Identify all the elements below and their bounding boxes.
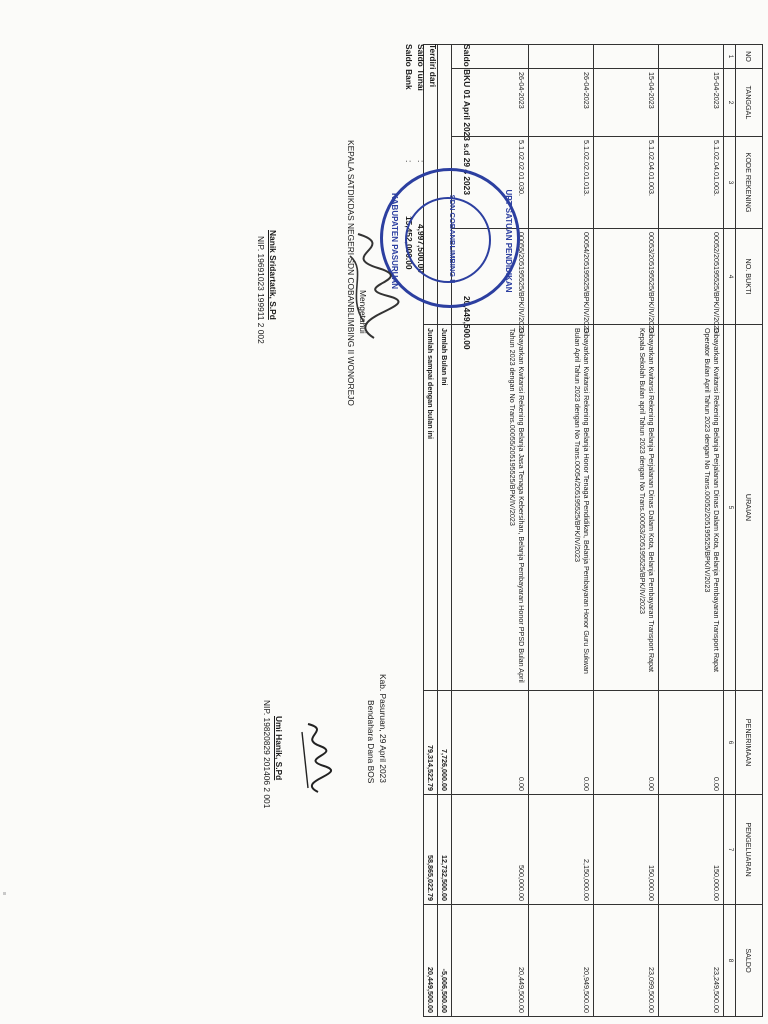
saldo-bku-label: Saldo BKU 01 April 2023 s.d 29 4 2023 <box>462 44 472 195</box>
saldo-bank-value: 15,452,000.00 <box>404 216 414 270</box>
cell-no <box>659 45 724 69</box>
total-month-saldo: -5,006,500.00 <box>438 905 452 1017</box>
header-kode-rekening: KODE REKENING <box>736 137 763 229</box>
cell-kode-rekening: 5.1.02.04.01.003. <box>659 137 724 229</box>
total-cumulative-saldo: 20,449,500.00 <box>424 905 438 1017</box>
signature-right-icon <box>290 718 338 798</box>
cell-pengeluaran: 150,000.00 <box>659 795 724 905</box>
cell-pengeluaran: 500,000.00 <box>452 795 529 905</box>
saldo-tunai-label: Saldo Tunai <box>416 44 426 91</box>
total-month-label: Jumlah Bulan Ini <box>438 325 452 691</box>
kepala-sekolah-name: Nanik Sridartatik, S.Pd <box>268 230 278 320</box>
column-number-row <box>724 45 736 1017</box>
stamp-bottom-text: KABUPATEN PASURUAN <box>390 193 399 289</box>
cell-saldo: 23,099,500.00 <box>594 905 659 1017</box>
cell-uraian: Dibayarkan Kwitansi Rekening Belanja Jasa Tenaga Kebersihan, Belanja Pembayaran Honor PPSD Bulan April Tahun 2023 dengan No Trans.00055/205195525/BPK/IV/2023 <box>452 325 529 691</box>
cell-uraian: Dibayarkan Kwitansi Rekening Belanja Honor Tenaga Pendidikan, Belanja Pembayaran Honor Guru Sukwan Bulan April Tahun 2023 dengan No Trans.00054/205195525/BPK/IV/2023 <box>529 325 594 691</box>
column-number: 4 <box>724 229 736 325</box>
kepala-sekolah-title: KEPALA SATDIKDAS NEGERI SDN COBANBLIMBING II WONOREJO <box>346 140 356 406</box>
header-no-bukti: NO. BUKTI <box>736 229 763 325</box>
cell-uraian: Dibayarkan Kwitansi Rekening Belanja Perjalanan Dinas Dalam Kota, Belanja Pembayaran Transport Rapat Kepala Sekolah Bulan april Tahun 2023 dengan No Trans.00053/205195525/BPK/IV/2023 <box>594 325 659 691</box>
cell-pengeluaran: 150,000.00 <box>594 795 659 905</box>
table-row <box>529 45 594 1017</box>
header-tanggal: TANGGAL <box>736 69 763 137</box>
cell-tanggal: 15-04-2023 <box>594 69 659 137</box>
cell-penerimaan: 0.00 <box>594 691 659 795</box>
cell-saldo: 20,449,500.00 <box>452 905 529 1017</box>
terdiri-dari-label: Terdiri dari <box>428 44 438 88</box>
cell-pengeluaran: 2,150,000.00 <box>529 795 594 905</box>
saldo-bank-label: Saldo Bank <box>404 44 414 90</box>
stamp-center-text: SDN COBANBLIMBING II <box>448 194 457 284</box>
cell-no <box>594 45 659 69</box>
cell-kode-rekening: 5.1.02.04.01.003. <box>594 137 659 229</box>
total-month-pengeluaran: 12,732,500.00 <box>438 795 452 905</box>
colon: : <box>416 160 426 163</box>
cell-penerimaan: 0.00 <box>529 691 594 795</box>
total-cumulative-label: Jumlah sampai dengan bulan ini <box>424 325 438 691</box>
header-saldo: SALDO <box>736 905 763 1017</box>
column-number: 2 <box>724 69 736 137</box>
column-number: 7 <box>724 795 736 905</box>
colon: : <box>404 160 414 163</box>
signature-left-icon <box>328 226 408 346</box>
column-number: 1 <box>724 45 736 69</box>
cell-tanggal: 15-04-2023 <box>659 69 724 137</box>
cell-no-bukti: 00054/205195525/BPK/IV/2023 <box>529 229 594 325</box>
header-no: NO <box>736 45 763 69</box>
table-row <box>659 45 724 1017</box>
place-date: Kab. Pasuruan, 29 April 2023 <box>378 674 388 783</box>
total-cumulative-pengeluaran: 58,865,022.79 <box>424 795 438 905</box>
cell-tanggal: 26-04-2023 <box>529 69 594 137</box>
scan-speck <box>3 892 6 895</box>
header-penerimaan: PENERIMAAN <box>736 691 763 795</box>
bendahara-name: Umi Hanik, S.Pd <box>274 716 284 781</box>
header-uraian: URAIAN <box>736 325 763 691</box>
total-cumulative-penerimaan: 79,314,522.79 <box>424 691 438 795</box>
cell-kode-rekening: 5.1.02.02.01.030. <box>452 137 529 229</box>
bendahara-title: Bendahara Dana BOS <box>366 700 376 784</box>
table-row <box>594 45 659 1017</box>
cell-kode-rekening: 5.1.02.02.01.013. <box>529 137 594 229</box>
saldo-tunai-value: 4,997,500.00 <box>416 224 426 273</box>
bendahara-nip: NIP. 19820829 201406 2 001 <box>262 700 272 809</box>
cell-no-bukti: 00055/205195525/BPK/IV/2023 <box>452 229 529 325</box>
cell-no <box>529 45 594 69</box>
cell-penerimaan: 0.00 <box>659 691 724 795</box>
mengetahui-label: Mengetahui <box>358 290 368 334</box>
kepala-sekolah-nip: NIP. 19691023 199911 2 002 <box>256 236 266 344</box>
cell-uraian: Dibayarkan Kwitansi Rekening Belanja Perjalanan Dinas Dalam Kota, Belanja Pembayaran Transport Rapat Operator Bulan April Tahun 2023 dengan No Trans.00052/205195525/BPK/IV/2023 <box>659 325 724 691</box>
column-number: 5 <box>724 325 736 691</box>
cell-tanggal: 26-04-2023 <box>452 69 529 137</box>
saldo-bku-value: 20,449,500.00 <box>462 296 472 350</box>
cell-saldo: 20,949,500.00 <box>529 905 594 1017</box>
header-pengeluaran: PENGELUARAN <box>736 795 763 905</box>
total-month-penerimaan: 7,726,000.00 <box>438 691 452 795</box>
column-number: 3 <box>724 137 736 229</box>
cell-no-bukti: 00053/205195525/BPK/IV/2023 <box>594 229 659 325</box>
column-number: 6 <box>724 691 736 795</box>
stamp-top-text: UPT SATUAN PENDIDIKAN <box>504 189 513 293</box>
cell-no-bukti: 00052/205195525/BPK/IV/2023 <box>659 229 724 325</box>
table-header-row <box>736 45 763 1017</box>
cell-saldo: 23,249,500.00 <box>659 905 724 1017</box>
column-number: 8 <box>724 905 736 1017</box>
cell-penerimaan: 0.00 <box>452 691 529 795</box>
